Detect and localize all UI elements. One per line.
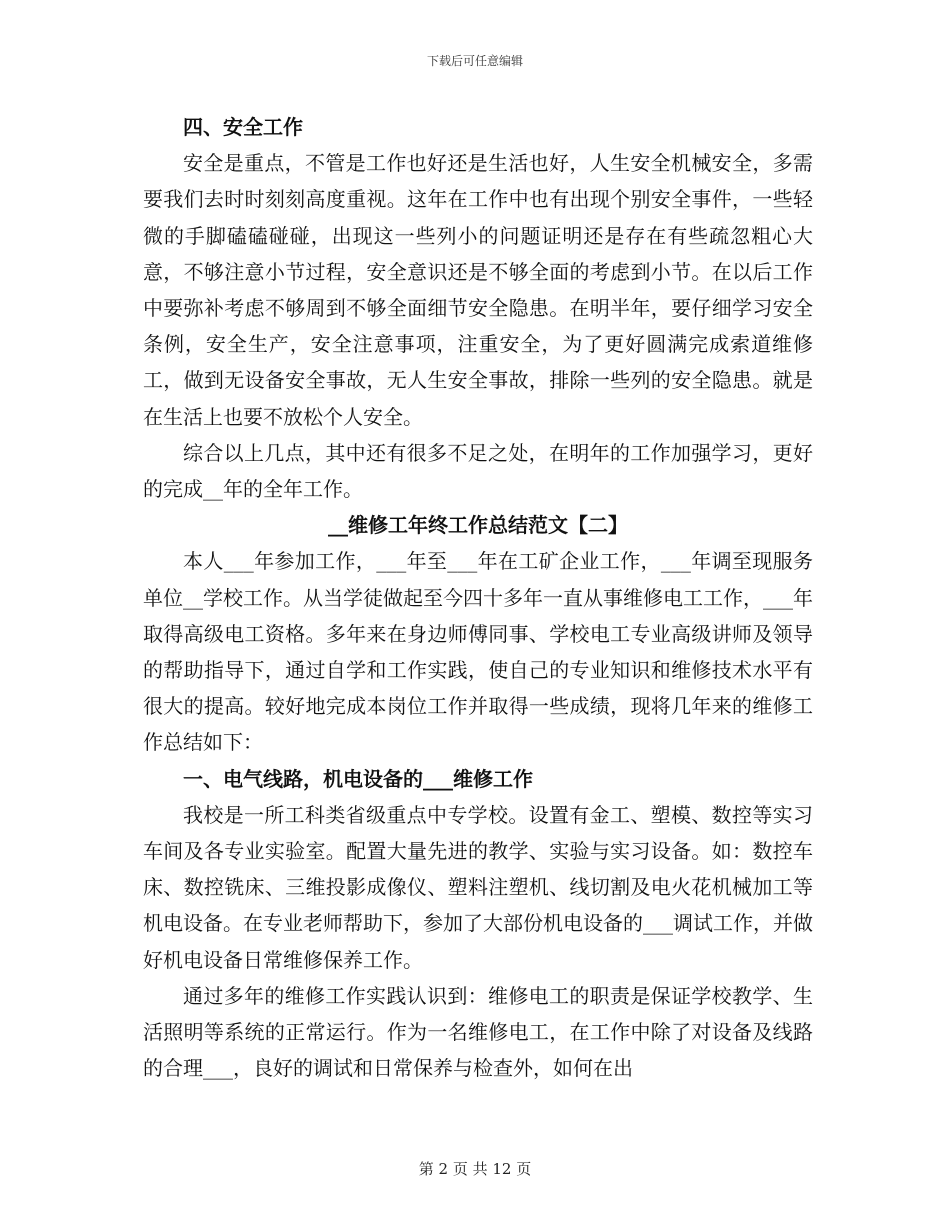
paragraph: 安全是重点，不管是工作也好还是生活也好，人生安全机械安全，多需要我们去时时刻刻高度重视。这年在工作中也有出现个别安全事件，一些轻微的手脚磕磕碰碰，出现这一些列小的问题证明还是存在有些疏忽粗心大意，不够注意小节过程，安全意识还是不够全面的考虑到小节。在以后工作中要弥补考虑不够周到不够全面细节安全隐患。在明半年，要仔细学习安全条例，安全生产，安全注意事项，注重安全，为了更好圆满完成索道维修工，做到无设备安全事故，无人生安全事故，排除一些列的安全隐患。就是在生活上也要不放松个人安全。: [143, 151, 813, 429]
page-footer: 第 2 页 共 12 页: [418, 1160, 532, 1178]
paragraph: 通过多年的维修工作实践认识到：维修电工的职责是保证学校教学、生活照明等系统的正常运行。作为一名维修电工，在工作中除了对设备及线路的合理___，良好的调试和日常保养与检查外，如何在出: [143, 983, 813, 1081]
section-heading-electrical: 一、电气线路，机电设备的___维修工作: [183, 766, 533, 791]
paragraph: 我校是一所工科类省级重点中专学校。设置有金工、塑模、数控等实习车间及各专业实验室。配置大量先进的教学、实验与实习设备。如：数控车床、数控铣床、三维投影成像仪、塑料注塑机、线切割及电火花机械加工等机电设备。在专业老师帮助下，参加了大部份机电设备的___调试工作，并做好机电设备日常维修保养工作。: [143, 802, 813, 972]
page-header: 下载后可任意编辑: [426, 54, 523, 68]
paragraph: 本人___年参加工作，___年至___年在工矿企业工作，___年调至现服务单位__学校工作。从当学徒做起至今四十多年一直从事维修电工工作，___年取得高级电工资格。多年来在身边师傅同事、学校电工专业高级讲师及领导的帮助指导下，通过自学和工作实践，使自己的专业知识和维修技术水平有很大的提高。较好地完成本岗位工作并取得一些成绩，现将几年来的维修工作总结如下：: [143, 549, 813, 755]
document-body: [143, 109, 813, 1086]
section-heading-safety: 四、安全工作: [183, 115, 303, 139]
document-title: __维修工年终工作总结范文【二】: [328, 513, 628, 538]
paragraph: 综合以上几点，其中还有很多不足之处，在明年的工作加强学习，更好的完成__年的全年工作。: [143, 440, 813, 502]
